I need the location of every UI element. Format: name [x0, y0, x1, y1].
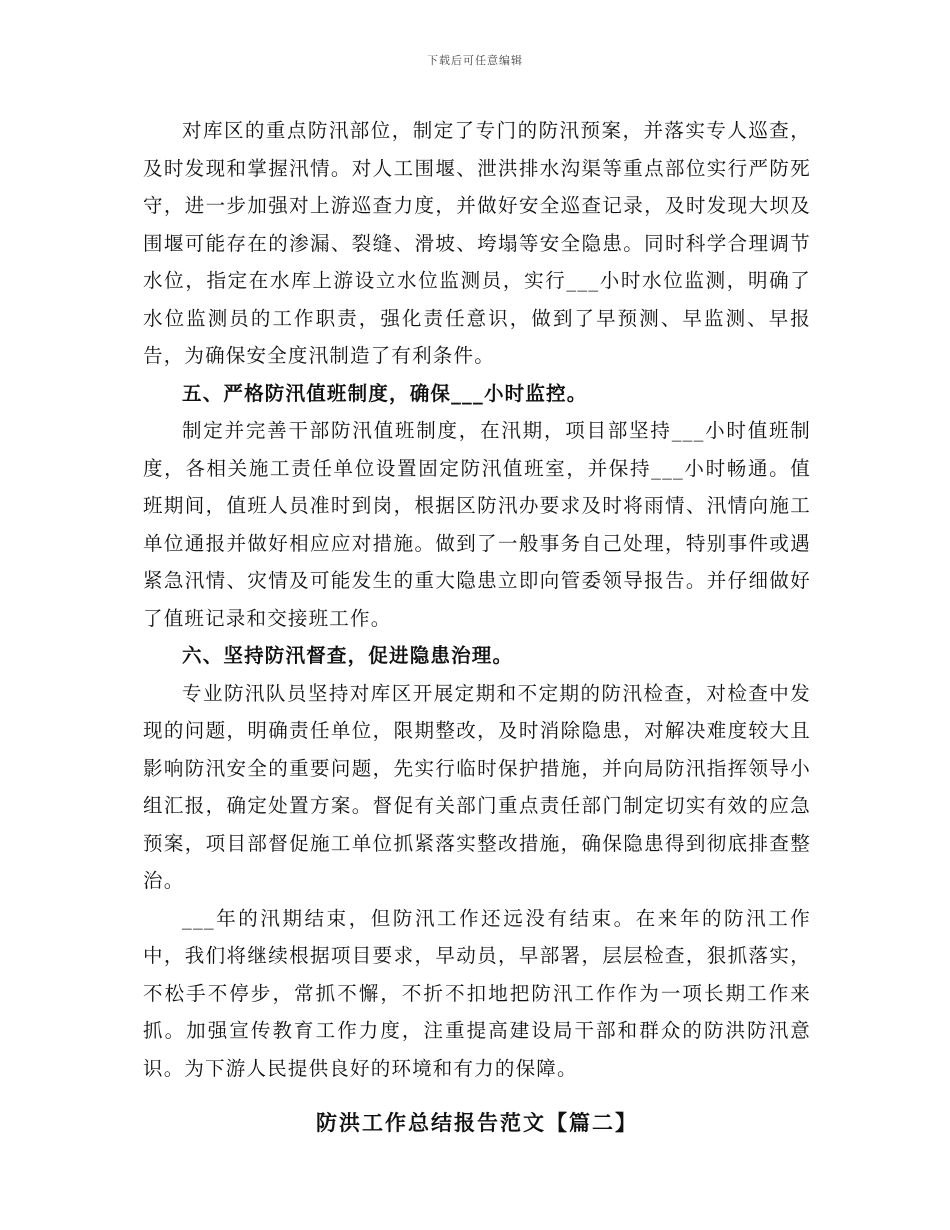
paragraph-conclusion: ___年的汛期结束，但防汛工作还远没有结束。在来年的防汛工作中，我们将继续根据项目要求，早动员，早部署，层层检查，狠抓落实，不松手不停步，常抓不懈，不折不扣地把防汛工作作为一项长期工作来抓。加强宣传教育工作力度，注重提高建设局干部和群众的防洪防汛意识。为下游人民提供良好的环境和有力的保障。	[143, 906, 811, 1080]
paragraph-duty-system: 制定并完善干部防汛值班制度，在汛期，项目部坚持___小时值班制度，各相关施工责任单位设置固定防汛值班室，并保持___小时畅通。值班期间，值班人员准时到岗，根据区防汛办要求及时将雨情、汛情向施工单位通报并做好相应应对措施。做到了一般事务自己处理，特别事件或遇紧急汛情、灾情及可能发生的重大隐患立即向管委领导报告。并仔细做好了值班记录和交接班工作。	[143, 419, 811, 630]
paragraph-inspection: 专业防汛队员坚持对库区开展定期和不定期的防汛检查，对检查中发现的问题，明确责任单位，限期整改，及时消除隐患，对解决难度较大且影响防汛安全的重要问题，先实行临时保护措施，并向局防汛指挥领导小组汇报，确定处置方案。督促有关部门重点责任部门制定切实有效的应急预案，项目部督促施工单位抓紧落实整改措施，确保隐患得到彻底排查整治。	[143, 681, 811, 892]
heading-inspection: 六、坚持防汛督查，促进隐患治理。	[182, 644, 514, 667]
paragraph-flood-monitoring: 对库区的重点防汛部位，制定了专门的防汛预案，并落实专人巡查，及时发现和掌握汛情。对人工围堰、泄洪排水沟渠等重点部位实行严防死守，进一步加强对上游巡查力度，并做好安全巡查记录，及时发现大坝及围堰可能存在的渗漏、裂缝、滑坡、垮塌等安全隐患。同时科学合理调节水位，指定在水库上游设立水位监测员，实行___小时水位监测，明确了水位监测员的工作职责，强化责任意识，做到了早预测、早监测、早报告，为确保安全度汛制造了有利条件。	[143, 119, 811, 367]
document-body	[143, 112, 811, 1142]
page-header-note: 下载后可任意编辑	[427, 54, 523, 67]
section-title: 防洪工作总结报告范文【篇二】	[316, 1111, 638, 1135]
heading-duty-system: 五、严格防汛值班制度，确保___小时监控。	[182, 381, 588, 405]
